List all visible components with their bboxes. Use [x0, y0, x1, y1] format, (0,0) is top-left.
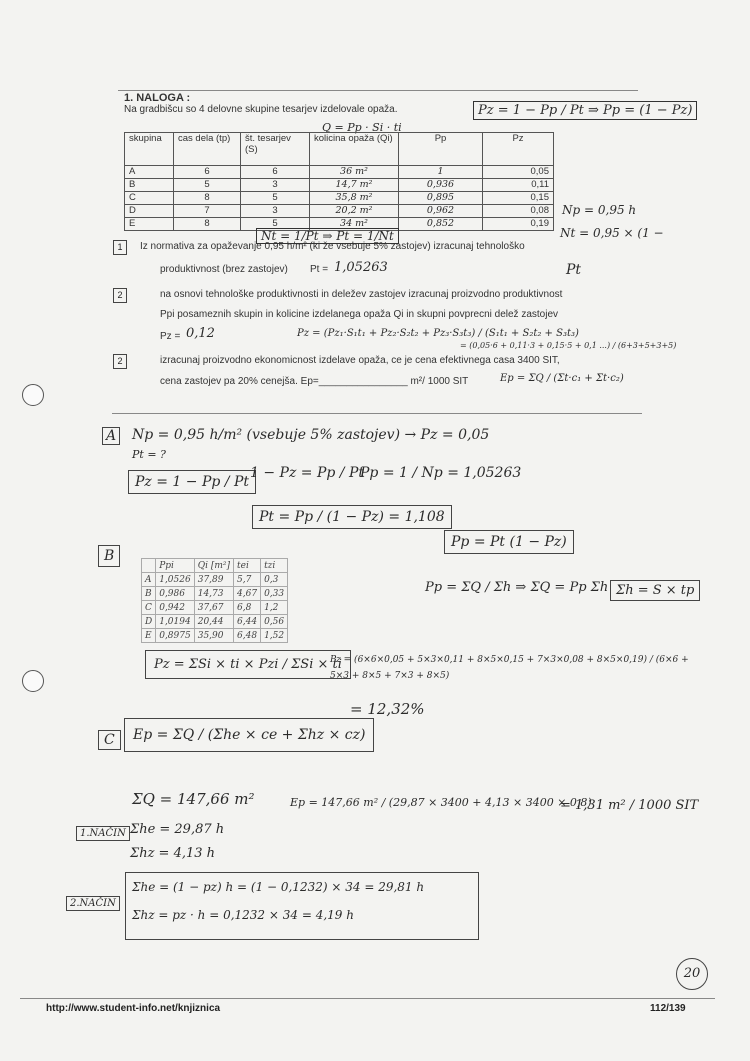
cell-pz: 0,11	[483, 179, 554, 192]
cell-tzi: 0,56	[261, 615, 288, 629]
grade-mark: 20	[676, 958, 708, 990]
table-row	[142, 587, 288, 601]
punch-hole-bottom	[22, 670, 44, 692]
table-row	[142, 601, 288, 615]
cell-pz: 0,08	[483, 205, 554, 218]
cell-tei: 6,8	[234, 601, 261, 615]
cell-pz: 0,15	[483, 192, 554, 205]
task-title: 1. NALOGA :	[124, 92, 191, 104]
part-a-line1: Np = 0,95 h/m² (vsebuje 5% zastojev) → Pz = 0,05	[132, 427, 490, 443]
way2-hz: Σhz = pz · h = 0,1232 × 34 = 4,19 h	[132, 908, 354, 922]
hw-np-note: Np = 0,95 h	[562, 203, 637, 217]
pz-weighted-calc: Pz = (6×6×0,05 + 5×3×0,11 + 8×5×0,15 + 7×3×0,08 + 8×5×0,19) / (6×6 + 5×3 + 8×5 + 7×3 + 8×5)	[330, 655, 689, 681]
hw-pz-formula: Pz = (Pz₁·S₁t₁ + Pz₂·S₂t₂ + Pz₃·S₃t₃) / (S₁t₁ + S₂t₂ + S₃t₃)	[297, 328, 579, 339]
cell-workers: 6	[241, 166, 310, 179]
cell-ppi: 1,0194	[156, 615, 195, 629]
part-b-label: B	[98, 545, 120, 567]
part-a-box: Pz = 1 − Pp / Pt	[128, 470, 256, 494]
cell-ppi: 0,942	[156, 601, 195, 615]
cell-group: A	[125, 166, 174, 179]
col-cas: cas dela (tp)	[174, 133, 241, 166]
footer-rule	[20, 998, 715, 999]
hw-pt-side: Pt	[566, 262, 582, 278]
question-1-points: 1	[113, 240, 127, 255]
q3-line2: cena zastojev pa 20% cenejša. Ep=________________ m²/ 1000 SIT	[160, 376, 469, 387]
table-row	[142, 629, 288, 643]
table-row	[142, 615, 288, 629]
cell-group: C	[142, 601, 156, 615]
cell-group: D	[142, 615, 156, 629]
part-a-pt1: Pt = ?	[132, 448, 166, 461]
cell-qi: 37,89	[194, 573, 233, 587]
cell-qi: 20,44	[194, 615, 233, 629]
cell-qty: 36 m²	[310, 166, 399, 179]
cell-qi: 14,73	[194, 587, 233, 601]
way2-he: Σhe = (1 − pz) h = (1 − 0,1232) × 34 = 29,81 h	[132, 880, 425, 894]
cell-qty: 34 m²	[310, 218, 399, 231]
cell-workers: 5	[241, 218, 310, 231]
table-header-row	[142, 559, 288, 573]
table-row	[125, 205, 554, 218]
hw-qi-formula: Q = Pp · Si · ti	[322, 121, 402, 134]
cell-blank	[142, 559, 156, 573]
way1-he: Σhe = 29,87 h	[130, 822, 225, 837]
col-st-tesarjev: št. tesarjev (S)	[241, 133, 310, 166]
part-b-formula: Pp = ΣQ / Σh ⇒ ΣQ = Pp Σh	[425, 580, 609, 595]
table-header-row	[125, 133, 554, 166]
pz-weighted-box: Pz = ΣSi × ti × Pzi / ΣSi × ti	[145, 650, 351, 679]
cell-group: E	[125, 218, 174, 231]
footer-page-number: 112/139	[650, 1003, 686, 1014]
cell-workers: 3	[241, 179, 310, 192]
cell-tzi: 1,2	[261, 601, 288, 615]
punch-hole-top	[22, 384, 44, 406]
question-3-points: 2	[113, 354, 127, 369]
col-pp: Pp	[399, 133, 483, 166]
col-skupina: skupina	[125, 133, 174, 166]
q3-line1: izracunaj proizvodno ekonomicnost izdelave opaža, ce je cena efektivnega casa 3400 SIT,	[160, 355, 560, 366]
col-pz: Pz	[483, 133, 554, 166]
cell-workers: 5	[241, 192, 310, 205]
cell-group: A	[142, 573, 156, 587]
col-kolicina: kolicina opaža (Qi)	[310, 133, 399, 166]
cell-pz: 0,05	[483, 166, 554, 179]
cell-group: B	[125, 179, 174, 192]
cell-pp: 0,895	[399, 192, 483, 205]
cell-pz: 0,19	[483, 218, 554, 231]
cell-group: E	[142, 629, 156, 643]
ep-calc: Ep = 147,66 m² / (29,87 × 3400 + 4,13 × 3400 × 0,8)	[290, 796, 592, 809]
hw-nt-note: Nt = 0,95 × (1 −	[560, 226, 664, 240]
way1-hz: Σhz = 4,13 h	[130, 846, 216, 861]
cell-group: B	[142, 587, 156, 601]
part-c-box: Ep = ΣQ / (Σhe × ce + Σhz × cz)	[124, 718, 374, 752]
cell-time: 5	[174, 179, 241, 192]
hw-ep-formula: Ep = ΣQ / (Σt·c₁ + Σt·c₂)	[500, 373, 624, 384]
cell-qty: 20,2 m²	[310, 205, 399, 218]
cell-time: 6	[174, 166, 241, 179]
cell-workers: 3	[241, 205, 310, 218]
task-intro: Na gradbišcu so 4 delovne skupine tesarjev izdelovale opaža.	[124, 104, 398, 115]
cell-qi: 35,90	[194, 629, 233, 643]
table-row	[142, 573, 288, 587]
q1-pt-label: Pt =	[310, 264, 329, 275]
cell-ppi: 0,986	[156, 587, 195, 601]
part-a-label: A	[102, 427, 120, 445]
q2-line1: na osnovi tehnološke produktivnosti in deležev zastojev izracunaj proizvodno produktivnost	[160, 289, 563, 300]
data-table	[124, 132, 554, 231]
q2-line2: Ppi posameznih skupin in kolicine izdelanega opaža Qi in skupni povprecni delež zastojev	[160, 309, 559, 320]
hw-top-formula: Pz = 1 − Pp / Pt ⇒ Pp = (1 − Pz)	[473, 101, 697, 120]
cell-time: 8	[174, 192, 241, 205]
col-tzi: tzi	[261, 559, 288, 573]
footer-url: http://www.student-info.net/knjiznica	[46, 1003, 221, 1014]
q2-pz-value: 0,12	[186, 326, 215, 341]
hw-nt-formula: Nt = 1/Pt ⇒ Pt = 1/Nt	[256, 228, 399, 244]
part-b-h: Σh = S × tp	[610, 580, 700, 601]
cell-time: 7	[174, 205, 241, 218]
q1-pt-value: 1,05263	[334, 260, 388, 275]
section-divider	[112, 413, 642, 414]
col-tei: tei	[234, 559, 261, 573]
cell-qty: 14,7 m²	[310, 179, 399, 192]
cell-qi: 37,67	[194, 601, 233, 615]
cell-qty: 35,8 m²	[310, 192, 399, 205]
table-row	[125, 192, 554, 205]
top-rule	[118, 90, 638, 91]
cell-time: 8	[174, 218, 241, 231]
cell-tzi: 1,52	[261, 629, 288, 643]
cell-tei: 6,48	[234, 629, 261, 643]
cell-tei: 6,44	[234, 615, 261, 629]
cell-tei: 4,67	[234, 587, 261, 601]
cell-ppi: 0,8975	[156, 629, 195, 643]
cell-pp: 0,852	[399, 218, 483, 231]
cell-pp: 0,962	[399, 205, 483, 218]
cell-ppi: 1,0526	[156, 573, 195, 587]
part-c-label: C	[98, 730, 121, 750]
cell-tzi: 0,3	[261, 573, 288, 587]
part-a-pp: Pp = 1 / Np = 1,05263	[360, 465, 522, 481]
part-b-box: Pp = Pt (1 − Pz)	[444, 530, 574, 554]
cell-group: D	[125, 205, 174, 218]
table-row	[125, 179, 554, 192]
part-a-mid: 1 − Pz = Pp / Pt	[250, 465, 365, 481]
cell-group: C	[125, 192, 174, 205]
cell-tei: 5,7	[234, 573, 261, 587]
cell-pp: 0,936	[399, 179, 483, 192]
ep-result: = 1,31 m² / 1000 SIT	[560, 798, 699, 813]
q2-pz-label: Pz =	[160, 331, 181, 342]
way2-label: 2.NAČIN	[66, 896, 120, 911]
cell-pp: 1	[399, 166, 483, 179]
hw-pz-numeric: = (0,05·6 + 0,11·3 + 0,15·5 + 0,1 ...) / (6+3+5+3+5)	[460, 341, 677, 350]
col-qi: Qi [m²]	[194, 559, 233, 573]
table-row	[125, 166, 554, 179]
sum-q: ΣQ = 147,66 m²	[132, 790, 255, 808]
q1-line2: produktivnost (brez zastojev)	[160, 264, 288, 275]
hw-results-table	[141, 558, 288, 643]
col-ppi: Ppi	[156, 559, 195, 573]
question-2-points: 2	[113, 288, 127, 303]
pz-result: = 12,32%	[350, 700, 425, 718]
way1-label: 1.NAČIN	[76, 826, 130, 841]
q1-line1: Iz normativa za opaževanje 0,95 h/m² (ki že vsebuje 5% zastojev) izracunaj tehnološko	[140, 241, 525, 252]
cell-tzi: 0,33	[261, 587, 288, 601]
part-a-result: Pt = Pp / (1 − Pz) = 1,108	[252, 505, 452, 529]
